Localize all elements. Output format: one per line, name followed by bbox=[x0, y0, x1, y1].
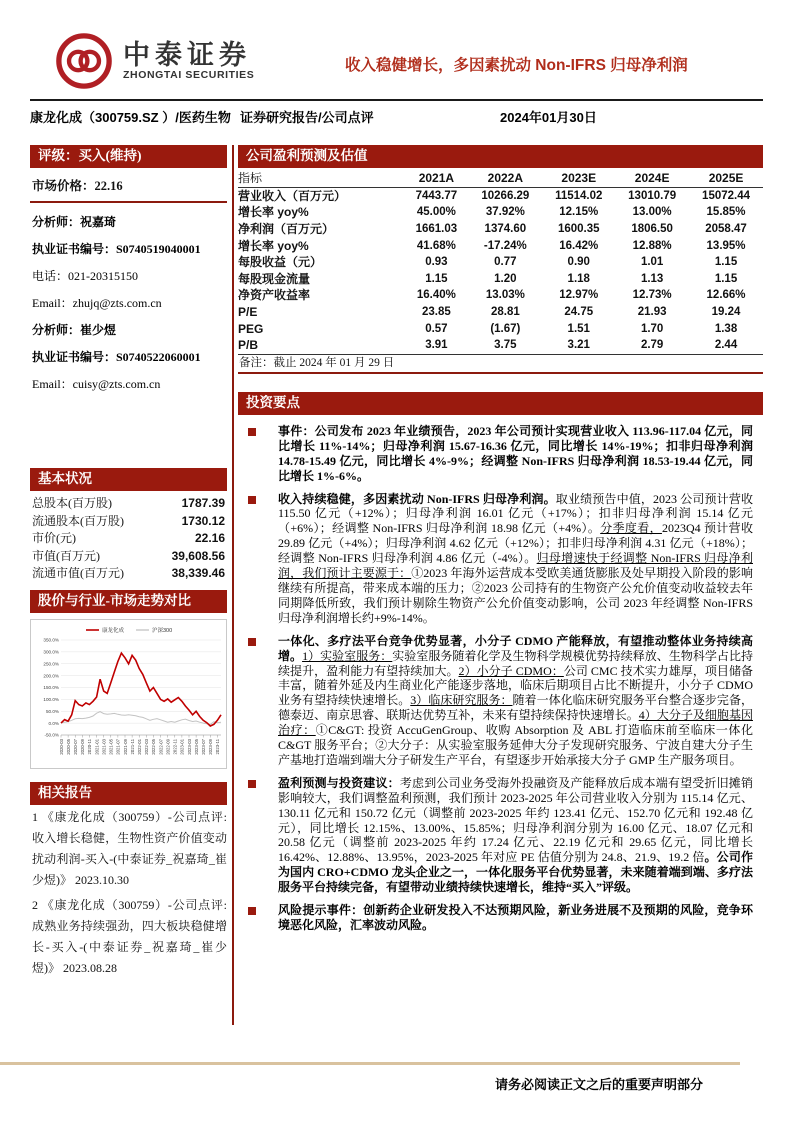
bullet-segment: 公司 CMC 技术实力雄厚，项目储备丰富，随着外延及内生商业化产能逐步落地，临床后期项目占比不断提升，小分子 CDMO 业务有望持续快速增长。 bbox=[278, 663, 753, 708]
svg-text:300.0%: 300.0% bbox=[43, 649, 59, 655]
forecast-table bbox=[238, 170, 763, 354]
forecast-cell: 37.92% bbox=[485, 206, 525, 219]
forecast-cell: -17.24% bbox=[483, 239, 527, 252]
forecast-cell: 3.91 bbox=[425, 339, 448, 352]
forecast-cell: 3.75 bbox=[494, 339, 517, 352]
basic-info-row bbox=[32, 565, 225, 583]
basic-info-label: 总股本(百万股) bbox=[32, 496, 112, 511]
bullet-segment: 风险提示事件：创新药企业研发投入不达预期风险，新业务进展不及预期的风险，竞争环境恶化风险，汇率波动风险。 bbox=[278, 903, 753, 932]
forecast-cell: 1374.60 bbox=[484, 222, 527, 235]
forecast-cell: (1.67) bbox=[490, 322, 521, 335]
forecast-header-row bbox=[238, 170, 763, 187]
bullet-segment: 一体化、多疗法平台竞争优势显著，小分子 CDMO 产能释放，有望推动整体业务持续高增。 bbox=[278, 633, 753, 663]
svg-text:2022-03: 2022-03 bbox=[144, 739, 150, 755]
forecast-cell: 13010.79 bbox=[628, 189, 677, 202]
svg-text:2021-09: 2021-09 bbox=[122, 739, 128, 755]
forecast-cell: 2058.47 bbox=[705, 222, 747, 235]
svg-text:2023-07: 2023-07 bbox=[201, 739, 207, 755]
forecast-cell: 1806.50 bbox=[631, 222, 673, 235]
forecast-cell: 12.15% bbox=[559, 206, 599, 219]
bullet-text bbox=[278, 492, 753, 626]
forecast-cell: PEG bbox=[238, 321, 264, 336]
header-divider bbox=[30, 99, 763, 101]
forecast-cell: 净资产收益率 bbox=[238, 288, 311, 303]
report-date: 2024年01月30日 bbox=[500, 110, 597, 125]
forecast-row bbox=[238, 287, 763, 304]
forecast-cell: 12.88% bbox=[632, 239, 672, 252]
analyst-line: Email：cuisy@zts.com.cn bbox=[32, 377, 161, 392]
bullet-segment: 。公司作为国内 CRO+CDMO 龙头企业之一，一体化服务平台优势显著，未来随着端到端、多疗法服务平台持续完备，有望带动业绩持续快速增长，维持“买入”评级。 bbox=[278, 850, 753, 895]
forecast-row bbox=[238, 221, 763, 238]
bullet-segment: 事件：公司发布 2023 年业绩预告，2023 年公司预计实现营业收入 113.96-117.04 亿元，同比增长 11%-14%；归母净利润 15.67-16.36 亿元，同比增长 14%-19%；扣非归母净利润 14.78-15.49 亿元，同比增长 4%-9%；经调整 Non-IFRS 归母净利润 18.53-19.44 亿元，同比增长 1%-6%。 bbox=[278, 423, 753, 483]
svg-text:2022-05: 2022-05 bbox=[151, 739, 157, 755]
svg-text:150.0%: 150.0% bbox=[43, 685, 59, 691]
svg-text:2023-01: 2023-01 bbox=[179, 739, 185, 755]
highlights-bar: 投资要点 bbox=[238, 392, 763, 415]
bullet-text bbox=[278, 424, 753, 484]
forecast-cell: 增长率 yoy% bbox=[238, 238, 309, 253]
svg-text:2023-11: 2023-11 bbox=[215, 739, 221, 755]
bullet-segment: 实验室服务随着化学及生物科学规模优势持续释放、生物科学占比持续提升，盈利能力有望持续加大。 bbox=[278, 648, 753, 678]
sidebar bbox=[30, 145, 227, 981]
forecast-cell: P/B bbox=[238, 338, 259, 353]
basic-info-rows bbox=[30, 491, 227, 583]
forecast-cell: 1.13 bbox=[640, 272, 664, 285]
forecast-cell: 24.75 bbox=[564, 305, 594, 318]
forecast-cell: 12.66% bbox=[706, 289, 746, 302]
forecast-cell: 0.57 bbox=[425, 322, 448, 335]
svg-text:2020-07: 2020-07 bbox=[73, 739, 79, 755]
forecast-cell: 1.18 bbox=[567, 272, 590, 285]
brand-logo bbox=[55, 32, 254, 90]
bullet-square-icon bbox=[248, 496, 256, 504]
forecast-row bbox=[238, 337, 763, 354]
forecast-cell: 23.85 bbox=[422, 305, 451, 318]
bullet-segment: 1）实验室服务： bbox=[302, 648, 393, 663]
chart-section-bar: 股价与行业-市场走势对比 bbox=[30, 590, 227, 613]
svg-text:沪深300: 沪深300 bbox=[152, 628, 173, 635]
forecast-cell: 41.68% bbox=[416, 239, 456, 252]
bullet-segment: 2）小分子 CDMO： bbox=[458, 663, 564, 678]
forecast-cell: 1600.35 bbox=[557, 222, 600, 235]
basic-info-bar: 基本状况 bbox=[30, 468, 227, 491]
bullet-segment: 收入持续稳健，多因素扰动 Non-IFRS 归母净利润。 bbox=[278, 491, 556, 506]
forecast-cell: 45.00% bbox=[416, 206, 456, 219]
forecast-cell: 3.21 bbox=[567, 339, 590, 352]
forecast-cell: 1.51 bbox=[567, 322, 590, 335]
forecast-cell: 2.79 bbox=[640, 339, 664, 352]
basic-info-value: 1787.39 bbox=[181, 496, 225, 511]
forecast-row bbox=[238, 321, 763, 338]
svg-text:2020-05: 2020-05 bbox=[65, 739, 71, 755]
bullet-segment: 取业绩预告中值，2023 公司预计营收 115.50 亿元（+12%）；归母净利润 16.01 亿元（+17%）；扣非归母净利润 15.14 亿元（+6%）；经调整 Non-IFRS 归母净利润 18.98 亿元（+4%）。 bbox=[278, 491, 753, 536]
bullet-segment: 3）临床研究服务： bbox=[410, 693, 513, 708]
footer-divider bbox=[0, 1062, 740, 1065]
forecast-cell: 0.90 bbox=[567, 256, 590, 269]
basic-info-value: 39,608.56 bbox=[171, 548, 225, 563]
rating-bar: 评级：买入(维持) bbox=[30, 145, 227, 168]
bullet-square-icon bbox=[248, 907, 256, 915]
forecast-cell: 12.97% bbox=[559, 289, 599, 302]
related-reports-bar: 相关报告 bbox=[30, 782, 227, 805]
svg-text:2022-11: 2022-11 bbox=[172, 739, 178, 755]
analyst-line: Email：zhujq@zts.com.cn bbox=[32, 296, 162, 311]
forecast-col-header: 2025E bbox=[689, 170, 763, 187]
basic-info-row bbox=[32, 495, 225, 513]
svg-text:100.0%: 100.0% bbox=[43, 697, 59, 703]
forecast-cell: 1.15 bbox=[714, 256, 738, 269]
related-report-item: 1 《康龙化成（300759）-公司点评: 收入增长稳健，生物性资产价值变动扰动利润-买入-(中泰证券_祝嘉琦_崔少煜)》 2023.10.30 bbox=[32, 810, 227, 888]
svg-text:康龙化成: 康龙化成 bbox=[102, 628, 125, 635]
basic-info-row bbox=[32, 548, 225, 566]
stock-name: 康龙化成（300759.SZ ）/医药生物 bbox=[30, 110, 231, 125]
svg-text:250.0%: 250.0% bbox=[43, 661, 59, 667]
forecast-cell: 13.95% bbox=[706, 239, 746, 252]
forecast-table-head bbox=[238, 170, 763, 187]
svg-text:2021-05: 2021-05 bbox=[108, 739, 114, 755]
market-price: 市场价格：22.16 bbox=[32, 179, 123, 194]
forecast-cell: 每股现金流量 bbox=[238, 271, 311, 286]
highlight-bullet bbox=[248, 903, 763, 933]
forecast-cell: 1.38 bbox=[714, 322, 738, 335]
forecast-cell: 0.77 bbox=[494, 256, 517, 269]
bullet-segment: 随着一体化临床研究服务平台整合逐步完备，德泰迈、南京思睿、联斯达优势互补，未来有望持续保持快速增长。 bbox=[278, 693, 753, 723]
forecast-cell: 15.85% bbox=[706, 206, 746, 219]
bullet-text bbox=[278, 634, 753, 768]
highlights-bullets bbox=[238, 415, 763, 933]
analyst-line: 分析师：祝嘉琦 bbox=[32, 215, 117, 230]
forecast-note: 备注：截止 2024 年 01 月 29 日 bbox=[238, 354, 763, 374]
forecast-cell: 1661.03 bbox=[415, 222, 458, 235]
basic-info-label: 流通股本(百万股) bbox=[32, 513, 124, 528]
forecast-row bbox=[238, 187, 763, 204]
forecast-col-header: 指标 bbox=[238, 170, 404, 187]
analyst-line: 执业证书编号：S0740522060001 bbox=[32, 350, 201, 365]
brand-name-cn: 中泰证券 bbox=[123, 39, 251, 70]
analyst-line: 执业证书编号：S0740519040001 bbox=[32, 242, 201, 257]
bullet-square-icon bbox=[248, 780, 256, 788]
svg-text:2021-11: 2021-11 bbox=[129, 739, 135, 755]
related-reports-list bbox=[30, 805, 227, 981]
svg-text:2022-09: 2022-09 bbox=[165, 739, 171, 755]
forecast-row bbox=[238, 304, 763, 321]
bullet-segment: 考虑到公司业务受海外投融资及产能释放后成本端有望受折旧摊销影响较大，我们调整盈利预测，我们预计 2023-2025 年公司营业收入分别为 115.14 亿元、130.11 亿元和 150.72 亿元（调整前 2023-2025 年约 123.41 亿元、152.70 亿元和 192.48 亿元），同比增长 12.15%、13.00%、15.85%；归母净利润分别为 16.00 亿元、18.07 亿元和 20.58 亿元（调整前 2023-2025 年约 17.24 亿元、22.19 亿元和 29.65 亿元，同比增长 16.42%、12.88%、13.95%，2023-2025 年对应 PE 估值分别为 24.8、21.9、19.2 倍 bbox=[278, 775, 753, 865]
forecast-bar: 公司盈利预测及估值 bbox=[238, 145, 763, 168]
svg-text:-50.0%: -50.0% bbox=[44, 732, 59, 738]
report-title: 收入稳健增长，多因素扰动 Non-IFRS 归母净利润 bbox=[345, 57, 688, 74]
highlight-bullet bbox=[248, 492, 763, 626]
forecast-cell: 1.01 bbox=[640, 256, 664, 269]
forecast-cell: 13.00% bbox=[632, 206, 672, 219]
forecast-cell: 1.20 bbox=[494, 272, 517, 285]
svg-text:2023-05: 2023-05 bbox=[193, 739, 199, 755]
forecast-cell: P/E bbox=[238, 304, 258, 319]
svg-text:200.0%: 200.0% bbox=[43, 673, 59, 679]
forecast-cell: 0.93 bbox=[425, 256, 448, 269]
forecast-cell: 1.15 bbox=[714, 272, 738, 285]
forecast-cell: 1.15 bbox=[425, 272, 448, 285]
column-divider bbox=[232, 145, 234, 1025]
highlight-bullet bbox=[248, 424, 763, 484]
forecast-cell: 12.73% bbox=[632, 289, 672, 302]
highlight-bullet bbox=[248, 776, 763, 895]
svg-text:50.0%: 50.0% bbox=[45, 709, 59, 715]
analyst-line: 分析师：崔少煜 bbox=[32, 323, 117, 338]
forecast-cell: 营业收入（百万元） bbox=[238, 188, 347, 203]
forecast-cell: 7443.77 bbox=[415, 189, 458, 202]
bullet-text bbox=[278, 903, 753, 933]
bullet-square-icon bbox=[248, 638, 256, 646]
forecast-cell: 19.24 bbox=[711, 305, 741, 318]
basic-info-label: 市价(元) bbox=[32, 531, 76, 546]
svg-text:2021-07: 2021-07 bbox=[115, 739, 121, 755]
brand-name-en: ZHONGTAI SECURITIES bbox=[123, 69, 255, 82]
forecast-row bbox=[238, 204, 763, 221]
svg-text:2021-03: 2021-03 bbox=[101, 739, 107, 755]
analyst-list bbox=[30, 209, 227, 398]
bullet-segment: ①C&GT: 投资 AccuGenGroup、收购 Absorption 及 ABL 打造临床前至临床一体化 C&GT 服务平台；②大分子：从实验室服务延伸大分子发现研究服务、宁波自建大分子生产基地打造端到端大分子研发生产平台，有望逐步开始承接大分子 GMP 生产服务项目。 bbox=[278, 723, 753, 767]
forecast-cell: 16.40% bbox=[416, 289, 456, 302]
svg-text:2022-07: 2022-07 bbox=[158, 739, 164, 755]
bullet-segment: ①2023 年海外运营成本受欧美通货膨胀及处早期投入阶段的影响继续有所提高，带来成本端的压力；②2023 公司持有的生物资产公允价值变动收益较去年同期降低所致，我们预计剔除生物资产公允价值变动影响，公司 2023 年经调整 Non-IFRS 归母净利润增长约+9%-14%。 bbox=[278, 566, 753, 625]
forecast-row bbox=[238, 254, 763, 271]
forecast-col-header: 2021A bbox=[404, 170, 468, 187]
basic-info-value: 38,339.46 bbox=[171, 566, 225, 581]
forecast-cell: 15072.44 bbox=[702, 189, 751, 202]
highlight-bullet bbox=[248, 634, 763, 768]
forecast-cell: 净利润（百万元） bbox=[238, 221, 335, 236]
forecast-cell: 10266.29 bbox=[481, 189, 530, 202]
price-trend-chart bbox=[30, 619, 227, 769]
forecast-cell: 21.93 bbox=[637, 305, 667, 318]
svg-text:2020-03: 2020-03 bbox=[58, 739, 64, 755]
forecast-cell: 13.03% bbox=[485, 289, 525, 302]
bullet-segment: 4）大分子及细胞基因治疗： bbox=[278, 708, 753, 738]
report-type: 证券研究报告/公司点评 bbox=[240, 110, 374, 125]
footer-disclaimer: 请务必阅读正文之后的重要声明部分 bbox=[495, 1077, 704, 1092]
forecast-cell: 1.70 bbox=[640, 322, 664, 335]
subheader bbox=[30, 107, 763, 126]
svg-text:2023-03: 2023-03 bbox=[186, 739, 192, 755]
bullet-text bbox=[278, 776, 753, 895]
forecast-col-header: 2024E bbox=[615, 170, 689, 187]
basic-info-label: 市值(百万元) bbox=[32, 548, 100, 563]
svg-text:2022-01: 2022-01 bbox=[137, 739, 143, 755]
bullet-segment: 盈利预测与投资建议： bbox=[278, 775, 400, 790]
forecast-cell: 2.44 bbox=[714, 339, 738, 352]
svg-text:0.0%: 0.0% bbox=[48, 720, 59, 726]
svg-text:2021-01: 2021-01 bbox=[94, 739, 100, 755]
main-content bbox=[238, 145, 763, 941]
zhongtai-logo-icon bbox=[55, 32, 113, 90]
basic-info-value: 22.16 bbox=[194, 531, 225, 546]
forecast-table-body bbox=[238, 187, 763, 353]
basic-info-row bbox=[32, 530, 225, 548]
basic-info-value: 1730.12 bbox=[181, 513, 225, 528]
forecast-cell: 每股收益（元） bbox=[238, 255, 323, 270]
svg-text:2020-09: 2020-09 bbox=[80, 739, 86, 755]
forecast-row bbox=[238, 271, 763, 288]
forecast-row bbox=[238, 238, 763, 255]
basic-info-label: 流通市值(百万元) bbox=[32, 566, 124, 581]
forecast-cell: 增长率 yoy% bbox=[238, 205, 309, 220]
bullet-segment: 归母增速快于经调整 Non-IFRS 归母净利润，我们预计主要源于： bbox=[278, 551, 753, 581]
svg-text:2023-09: 2023-09 bbox=[208, 739, 214, 755]
svg-text:2020-11: 2020-11 bbox=[87, 739, 93, 755]
bullet-segment: 分季度看， bbox=[600, 521, 662, 536]
sidebar-divider bbox=[30, 201, 227, 203]
forecast-cell: 28.81 bbox=[490, 305, 520, 318]
forecast-cell: 16.42% bbox=[559, 239, 599, 252]
basic-info-row bbox=[32, 513, 225, 531]
analyst-line: 电话：021-20315150 bbox=[32, 269, 138, 284]
related-report-item: 2 《康龙化成（300759）-公司点评: 成熟业务持续强劲，四大板块稳健增长-买入-(中泰证券_祝嘉琦_崔少煜)》 2023.08.28 bbox=[32, 898, 227, 976]
bullet-segment: 2023Q4 预计营收 29.89 亿元（+4%）；归母净利润 4.62 亿元（+12%）；扣非归母净利润 4.31 亿元（+18%）；经调整 Non-IFRS 归母净利润 4.86 亿元（-4%）。 bbox=[278, 521, 753, 566]
forecast-cell: 11514.02 bbox=[555, 189, 603, 202]
forecast-col-header: 2023E bbox=[542, 170, 615, 187]
svg-text:350.0%: 350.0% bbox=[43, 637, 59, 643]
forecast-col-header: 2022A bbox=[468, 170, 542, 187]
bullet-square-icon bbox=[248, 428, 256, 436]
